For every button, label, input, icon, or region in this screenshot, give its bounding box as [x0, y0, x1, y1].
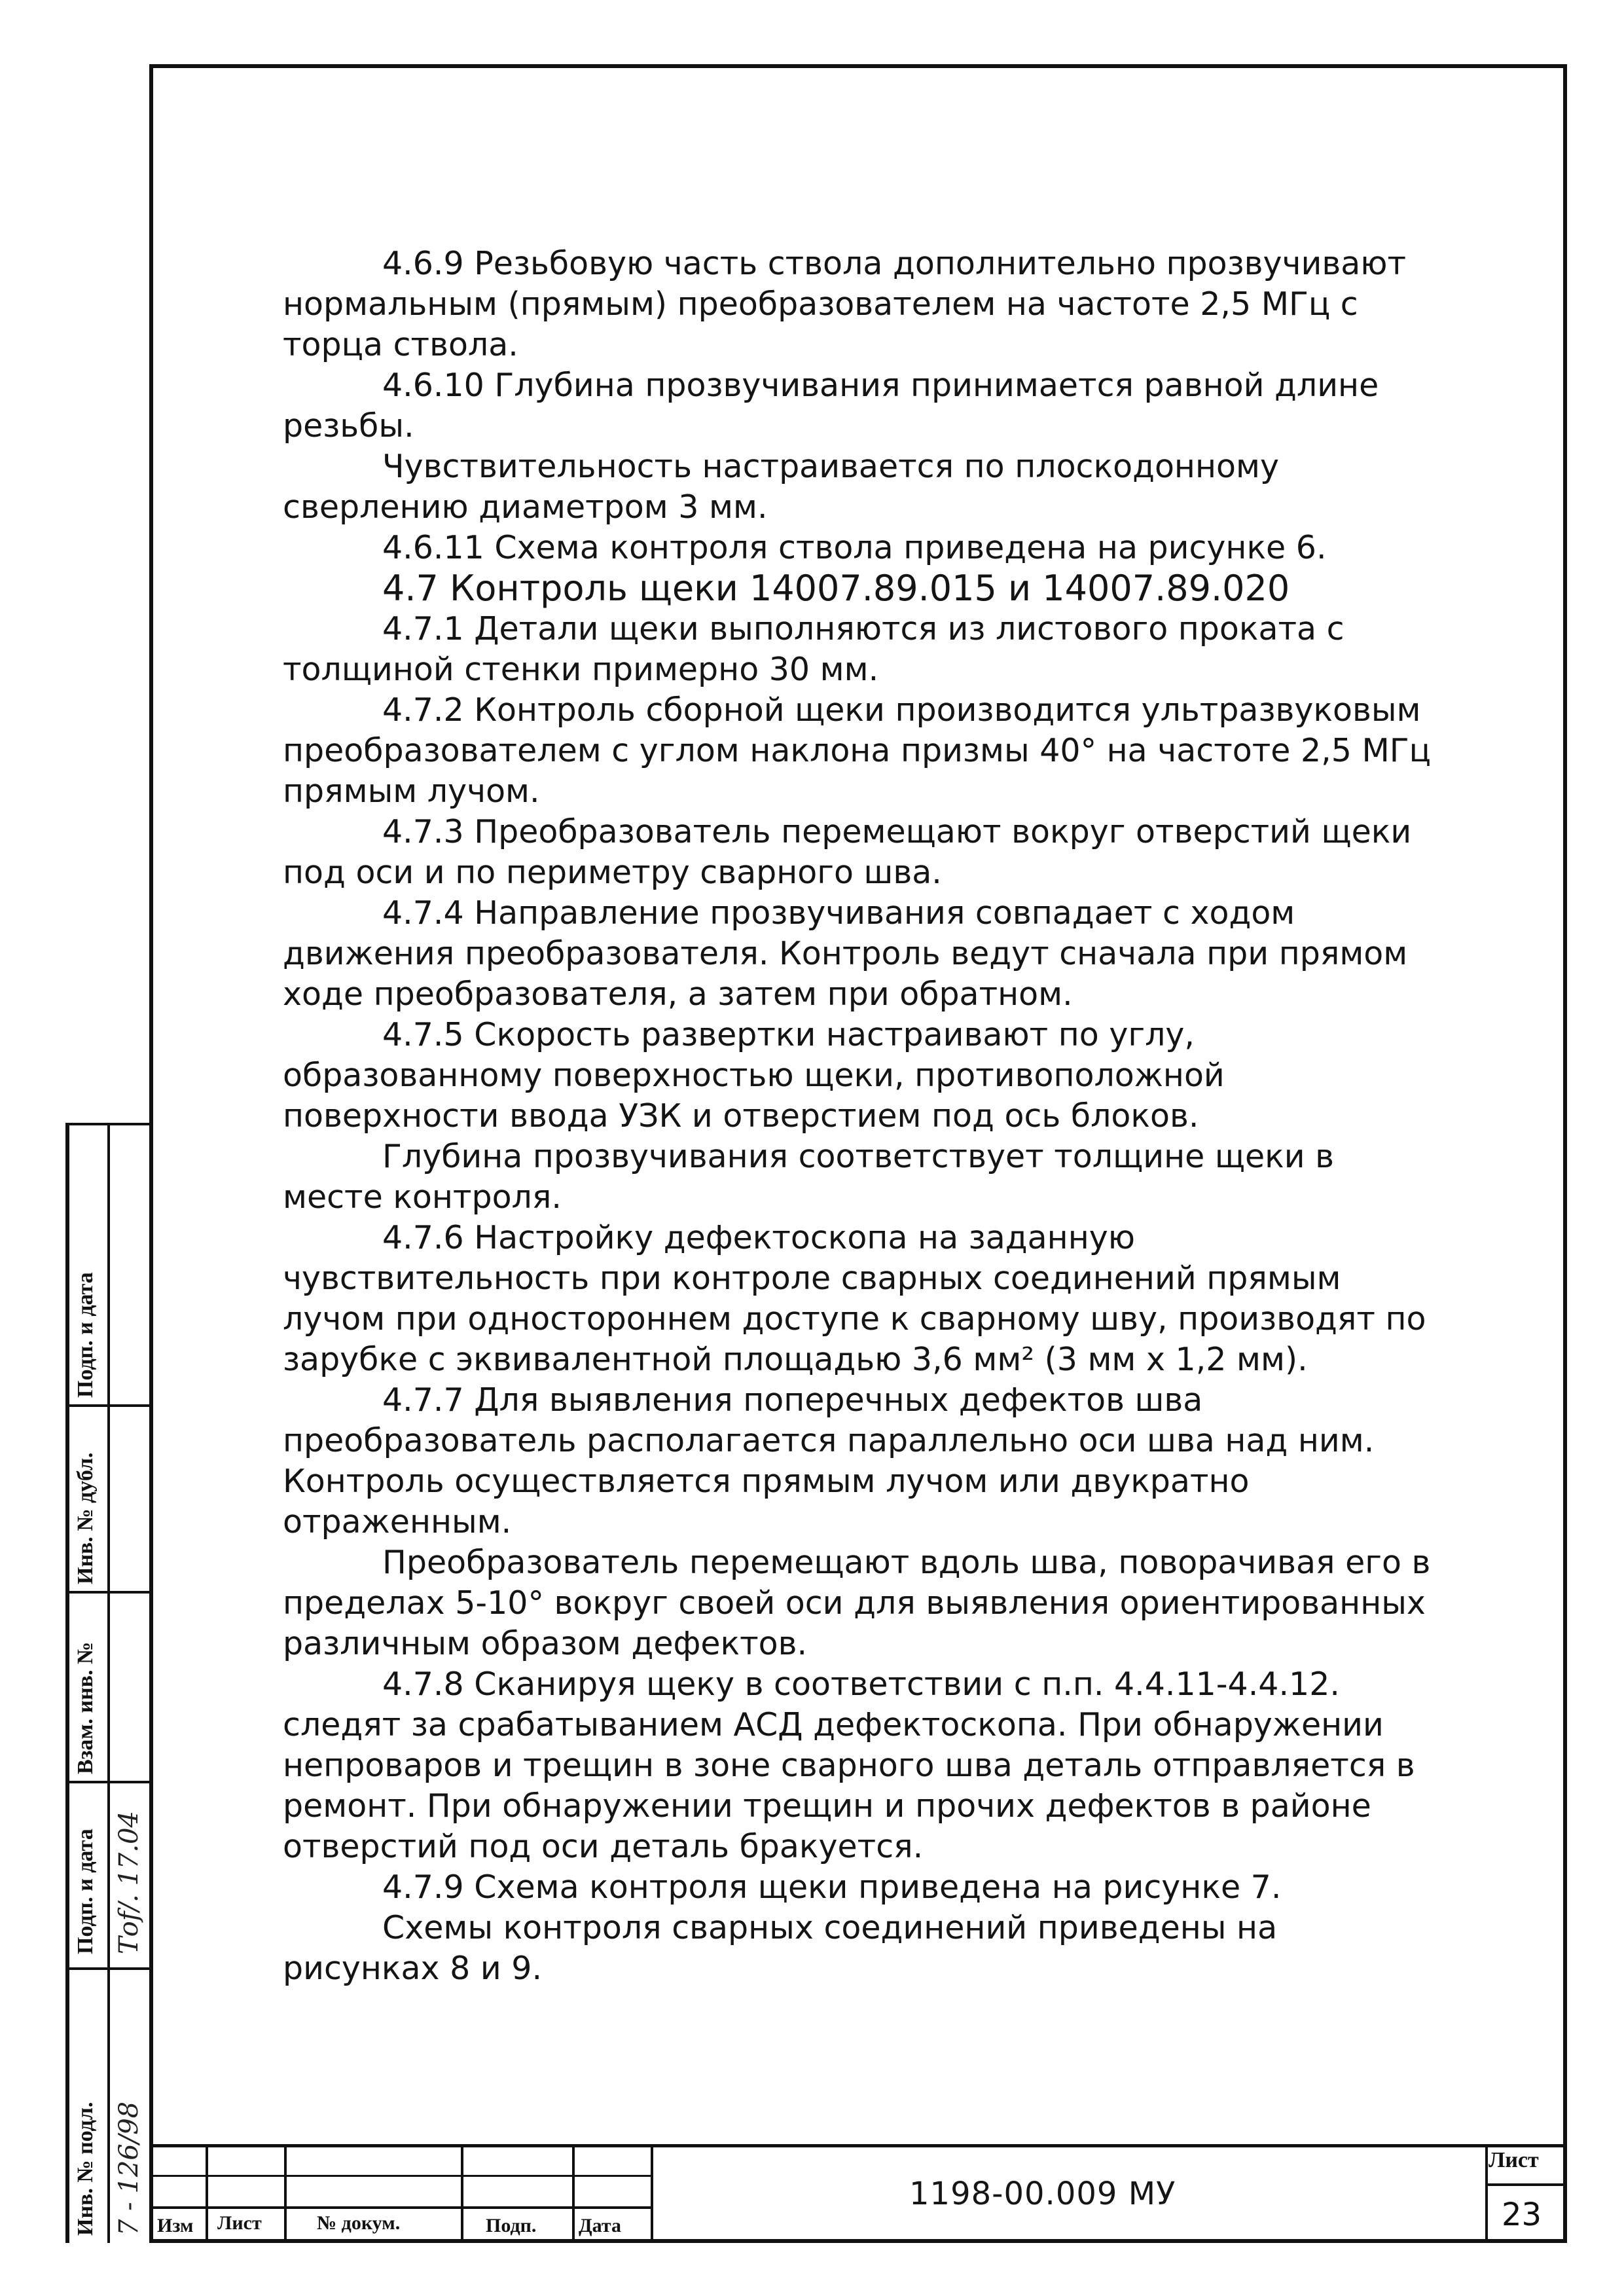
- document-body: [283, 244, 1435, 1989]
- paragraph: 4.7.9 Схема контроля щеки приведена на рисунке 7.: [382, 1868, 1282, 1906]
- paragraph: 4.6.9 Резьбовую часть ствола дополнительно прозвучивают нормальным (прямым) преобразователем на частоте 2,5 МГц с торца ствола.: [283, 245, 1407, 363]
- paragraph: 4.7.8 Сканируя щеку в соответствии с п.п. 4.4.11-4.4.12. следят за срабатыванием АСД дефектоскопа. При обнаружении непроваров и трещин в зоне сварного шва деталь отправляется в ремонт. При обнаружении трещин и прочих дефектов в районе отверстий под оси деталь бракуется.: [283, 1666, 1415, 1865]
- handwritten-signature-date: Тоf/. 17.04: [114, 1811, 144, 1954]
- side-line: [65, 1591, 149, 1594]
- tb-header-data: Дата: [579, 2215, 621, 2236]
- side-label-vzam-inv: Взам. инв. №: [73, 1641, 98, 1774]
- tb-line: [153, 2144, 1563, 2147]
- paragraph: Чувствительность настраивается по плоскодонному сверлению диаметром 3 мм.: [283, 448, 1279, 526]
- paragraph: 4.6.11 Схема контроля ствола приведена на рисунке 6.: [382, 529, 1327, 566]
- tb-line: [153, 2206, 651, 2209]
- sheet-label: Лист: [1489, 2148, 1539, 2172]
- handwritten-inv-number: 7 - 126/98: [114, 2101, 144, 2236]
- paragraph: 4.7.2 Контроль сборной щеки производится ультразвуковым преобразователем с углом наклона призмы 40° на частоте 2,5 МГц прямым лучом.: [283, 691, 1431, 810]
- paragraph: 4.7.6 Настройку дефектоскопа на заданную чувствительность при контроле сварных соединений прямым лучом при одностороннем доступе к сварному шву, производят по зарубке с эквивалентной площадью 3,6 мм² (3 мм х 1,2 мм).: [283, 1219, 1426, 1378]
- side-label-inv-podl: Инв. № подл.: [73, 2102, 98, 2236]
- paragraph: 4.6.10 Глубина прозвучивания принимается равной длине резьбы.: [283, 367, 1379, 445]
- paragraph: 4.7.1 Детали щеки выполняются из листового проката с толщиной стенки примерно 30 мм.: [283, 610, 1344, 688]
- paragraph: 4.7.7 Для выявления поперечных дефектов шва преобразователь располагается параллельно оси шва над ним. Контроль осуществляется прямым лучом или двукратно отраженным.: [283, 1381, 1375, 1540]
- tb-line: [284, 2144, 287, 2239]
- paragraph: Преобразователь перемещают вдоль шва, поворачивая его в пределах 5-10° вокруг своей оси для выявления ориентированных различным образом дефектов.: [283, 1544, 1431, 1662]
- side-label-podp-data-2: Подп. и дата: [73, 1272, 98, 1398]
- paragraph: 4.7.5 Скорость развертки настраивают по углу, образованному поверхностью щеки, противоположной поверхности ввода УЗК и отверстием под ось блоков.: [283, 1016, 1225, 1135]
- paragraph: Глубина прозвучивания соответствует толщине щеки в месте контроля.: [283, 1138, 1335, 1216]
- side-line: [65, 1781, 149, 1783]
- side-label-inv-dubl: Инв. № дубл.: [73, 1452, 98, 1584]
- tb-line: [461, 2144, 463, 2239]
- side-label-podp-data: Подп. и дата: [73, 1829, 98, 1954]
- paragraph: 4.7.3 Преобразователь перемещают вокруг отверстий щеки под оси и по периметру сварного шва.: [283, 813, 1412, 891]
- side-line: [65, 1404, 149, 1407]
- sheet-number: 23: [1502, 2196, 1542, 2233]
- side-line: [107, 1123, 110, 2243]
- paragraph: 4.7 Контроль щеки 14007.89.015 и 14007.89.020: [382, 568, 1290, 609]
- tb-line: [206, 2144, 208, 2239]
- side-line: [65, 1123, 149, 1125]
- tb-line: [1485, 2183, 1563, 2186]
- paragraph: 4.7.4 Направление прозвучивания совпадает с ходом движения преобразователя. Контроль ведут сначала при прямом ходе преобразователя, а затем при обратном.: [283, 894, 1408, 1013]
- tb-line: [1485, 2144, 1488, 2239]
- tb-header-podp: Подп.: [486, 2215, 537, 2236]
- tb-line: [153, 2175, 651, 2177]
- side-line: [65, 1967, 149, 1970]
- tb-header-izm: Изм: [157, 2215, 194, 2236]
- title-block: [153, 2144, 1563, 2239]
- side-stamp: [65, 1123, 149, 2243]
- tb-header-dokum: № докум.: [317, 2212, 401, 2234]
- document-code: 1198-00.009 МУ: [909, 2176, 1176, 2212]
- paragraph: Схемы контроля сварных соединений приведены на рисунках 8 и 9.: [283, 1909, 1278, 1987]
- side-line: [65, 1123, 69, 2243]
- tb-header-list: Лист: [217, 2212, 262, 2234]
- tb-line: [572, 2144, 575, 2239]
- tb-line: [651, 2144, 653, 2239]
